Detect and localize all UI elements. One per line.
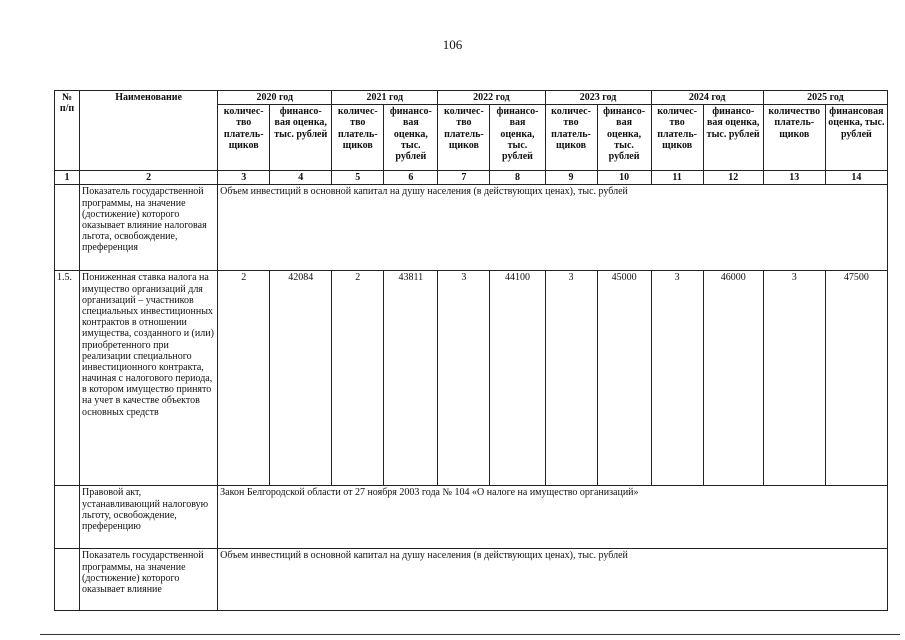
subheader-cell: финансовая оценка, тыс. рублей [825,105,887,171]
subheader-cell: финансо-вая оценка, тыс. рублей [490,105,545,171]
subheader-cell: количес-тво платель-щиков [218,105,270,171]
column-number: 9 [545,171,597,185]
benefit-name: Пониженная ставка налога на имущество организаций для организаций – участников специальных инвестиционных контрактов в отношении имущества, созданного и (или) приобретенного при реализации специального инвестиционного контракта, начиная с налогового периода, в котором имущество принято на учет в качестве объектов основных средств [80,271,218,486]
value-cell: 3 [438,271,490,486]
row-num [55,549,80,611]
subheader-cell: финансо-вая оценка, тыс. рублей [270,105,332,171]
subheader-cell: количес-тво платель-щиков [438,105,490,171]
value-cell: 3 [763,271,825,486]
indicator-label: Показатель государственной программы, на значение (достижение) которого оказывает влияние налоговая льгота, освобождение, преференция [80,185,218,271]
row-num [55,185,80,271]
column-number: 5 [332,171,384,185]
value-cell: 2 [332,271,384,486]
indicator-value: Объем инвестиций в основной капитал на душу населения (в действующих ценах), тыс. рублей [218,549,888,611]
column-number: 7 [438,171,490,185]
value-cell: 3 [651,271,703,486]
column-number: 2 [80,171,218,185]
column-number: 10 [597,171,651,185]
value-cell: 45000 [597,271,651,486]
header-year: 2022 год [438,91,545,105]
header-num: № п/п [55,91,80,171]
value-cell: 3 [545,271,597,486]
tax-benefit-table [54,90,888,611]
header-year: 2023 год [545,91,651,105]
subheader-cell: финансо-вая оценка, тыс. рублей [597,105,651,171]
row-num [55,486,80,549]
legal-act-label: Правовой акт, устанавливающий налоговую льготу, освобождение, преференцию [80,486,218,549]
subheader-cell: финансо-вая оценка, тыс. рублей [703,105,763,171]
subheader-cell: количес-тво платель-щиков [545,105,597,171]
header-name: Наименование [80,91,218,171]
column-number: 1 [55,171,80,185]
subheader-cell: количес-тво платель-щиков [651,105,703,171]
subheader-cell: количество платель-щиков [763,105,825,171]
column-number: 12 [703,171,763,185]
header-year: 2024 год [651,91,763,105]
value-cell: 46000 [703,271,763,486]
value-cell: 2 [218,271,270,486]
value-cell: 44100 [490,271,545,486]
column-number: 11 [651,171,703,185]
column-number: 8 [490,171,545,185]
column-number: 14 [825,171,887,185]
column-number: 3 [218,171,270,185]
value-cell: 43811 [384,271,438,486]
header-year: 2020 год [218,91,332,105]
column-number: 6 [384,171,438,185]
indicator-label: Показатель государственной программы, на значение (достижение) которого оказывает влияние [80,549,218,611]
subheader-cell: финансо-вая оценка, тыс. рублей [384,105,438,171]
column-number: 4 [270,171,332,185]
subheader-cell: количес-тво платель-щиков [332,105,384,171]
header-year: 2021 год [332,91,438,105]
header-year: 2025 год [763,91,887,105]
indicator-value: Объем инвестиций в основной капитал на душу населения (в действующих ценах), тыс. рублей [218,185,888,271]
value-cell: 42084 [270,271,332,486]
legal-act-value: Закон Белгородской области от 27 ноября 2003 года № 104 «О налоге на имущество организаций» [218,486,888,549]
page-bottom-rule [40,634,900,635]
row-num: 1.5. [55,271,80,486]
column-number: 13 [763,171,825,185]
page-number: 106 [442,37,463,52]
value-cell: 47500 [825,271,887,486]
